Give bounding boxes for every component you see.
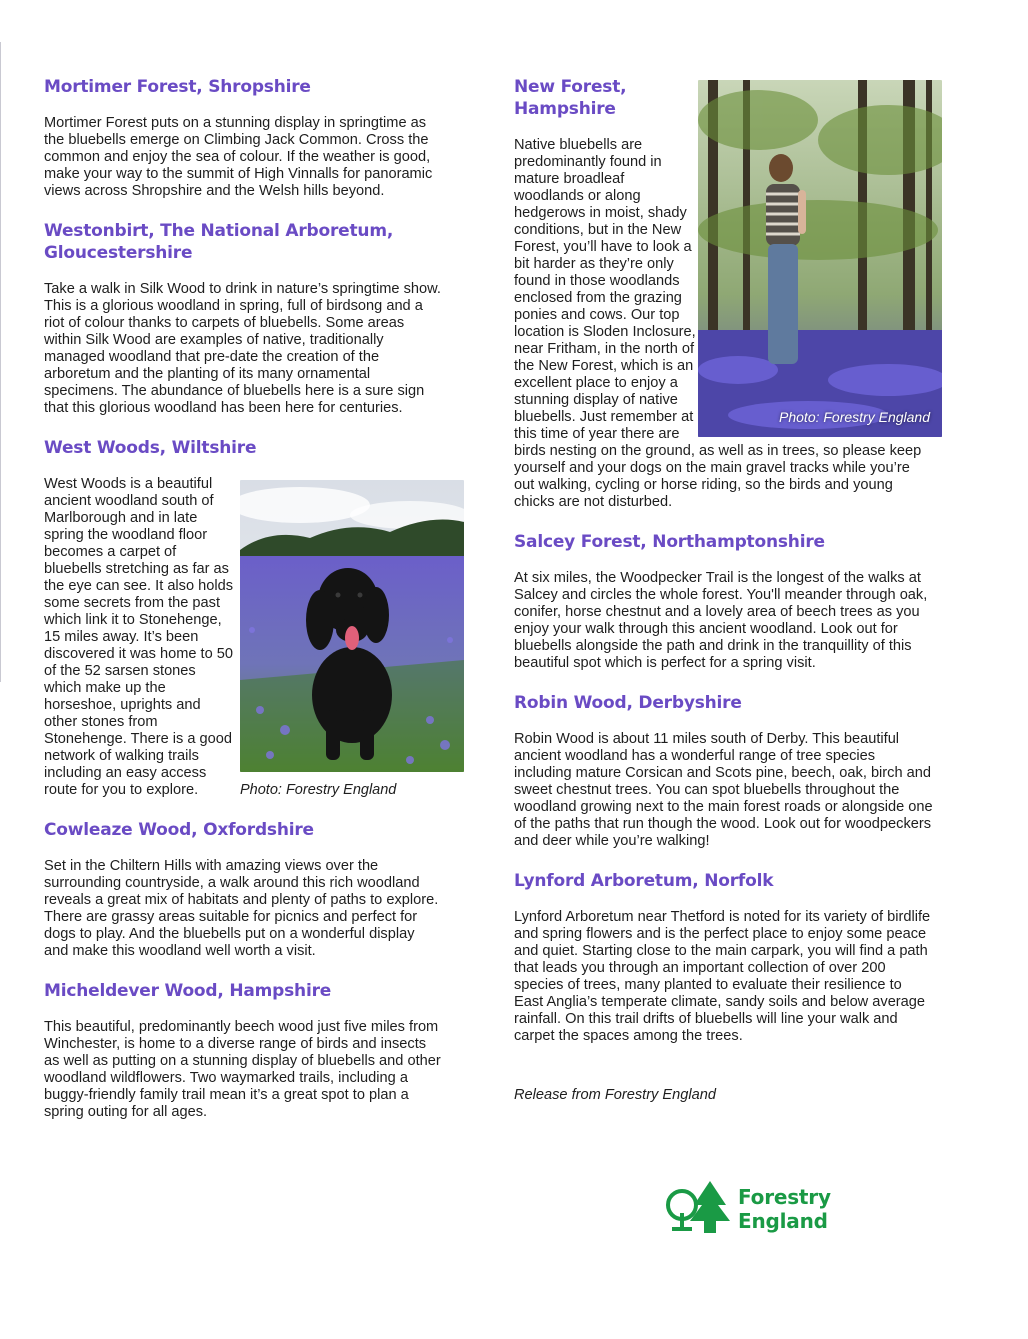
section-body: Set in the Chiltern Hills with amazing views over the surrounding countryside, a walk around this rich woodland reveals a great mix of habitats and plenty of paths to explore. There are grassy areas suitable for picnics and perfect for dogs to play. And the bluebells put on a wonderful display and make this woodland well worth a visit. xyxy=(44,858,439,959)
section-mortimer-forest xyxy=(44,76,442,200)
section-lynford-arboretum xyxy=(514,870,934,1045)
section-heading: Mortimer Forest, Shropshire xyxy=(44,77,311,97)
right-column xyxy=(514,76,934,1103)
new-forest-photo-figure xyxy=(698,80,942,437)
section-body: Robin Wood is about 11 miles south of Derby. This beautiful ancient woodland has a wonderful range of tree species including mature Corsican and Scots pine, beech, oak, birch and sweet chestnut trees. You can spot bluebells throughout the woodland growing next to the main forest roads or alongside one of the paths that run though the wood. Look out for woodpeckers and deer while you’re walking! xyxy=(514,731,933,849)
section-salcey-forest xyxy=(514,531,934,672)
photo-credit-overlay: Photo: Forestry England xyxy=(779,409,930,425)
section-body: This beautiful, predominantly beech wood just five miles from Winchester, is home to a diverse range of birds and insects as well as putting on a stunning display of bluebells and other woodland wildflowers. Two waymarked trails, including a buggy-friendly family trail mean it’s a great spot to plan a spring outing for all ages. xyxy=(44,1019,441,1120)
section-micheldever-wood xyxy=(44,980,442,1121)
dog-photo-figure xyxy=(240,480,464,798)
section-westonbirt xyxy=(44,220,442,417)
photo-caption: Photo: Forestry England xyxy=(240,782,397,798)
section-west-woods xyxy=(44,437,442,819)
section-heading: Robin Wood, Derbyshire xyxy=(514,693,742,713)
section-body: At six miles, the Woodpecker Trail is the longest of the walks at Salcey and circles the whole forest. You'll meander through oak, conifer, horse chestnut and a lovely area of beech trees as you enjoy your walk through this ancient woodland. Look out for bluebells alongside the path and drink in the tranquillity of this beautiful spot which is perfect for a spring visit. xyxy=(514,570,928,671)
section-heading: Lynford Arboretum, Norfolk xyxy=(514,871,774,891)
woman-in-bluebell-woods-photo xyxy=(698,80,942,437)
section-body: Mortimer Forest puts on a stunning display in springtime as the bluebells emerge on Climbing Jack Common. Cross the common and enjoy the sea of colour. If the weather is good, make your way to the summit of High Vinnalls for panoramic views across Shropshire and the Welsh hills beyond. xyxy=(44,115,433,199)
section-robin-wood xyxy=(514,692,934,850)
dog-in-bluebells-photo xyxy=(240,480,464,772)
section-new-forest xyxy=(514,76,934,531)
section-heading: New Forest, Hampshire xyxy=(514,77,627,119)
release-note: Release from Forestry England xyxy=(514,1087,716,1103)
page-edge-line xyxy=(0,42,1,682)
trees-logo-icon xyxy=(664,1179,730,1240)
section-body: Take a walk in Silk Wood to drink in nature’s springtime show. This is a glorious woodland in spring, full of birdsong and a riot of colour thanks to carpets of bluebells. Some areas within Silk Wood are examples of native, traditionally managed woodland that pre-date the creation of the arboretum and the planting of its many ornamental specimens. The abundance of bluebells here is a sure sign that this glorious woodland has been here for centuries. xyxy=(44,281,441,416)
section-heading: Micheldever Wood, Hampshire xyxy=(44,981,332,1001)
logo-text: Forestry England xyxy=(738,1185,831,1233)
section-heading: Cowleaze Wood, Oxfordshire xyxy=(44,820,314,840)
section-heading: Westonbirt, The National Arboretum, Gloucestershire xyxy=(44,221,394,263)
forestry-england-logo xyxy=(664,1180,909,1238)
section-body: Native bluebells are predominantly found in mature broadleaf woodlands or along hedgerows in moist, shady conditions, but in the New Forest, you’ll have to look a bit harder as they’re only found in those woodlands enclosed from the grazing ponies and cows. Our top location is Sloden Inclosure, near Fritham, in the north of the New Forest, which is an excellent place to enjoy a stunning display of native bluebells. Just remember at this time of year there are birds nesting on the ground, as well as in trees, so please keep yourself and your dogs on the main gravel tracks while you’re out walking, cycling or horse riding, so the birds and young chicks are not disturbed. xyxy=(514,137,922,510)
section-heading: Salcey Forest, Northamptonshire xyxy=(514,532,825,552)
section-heading: West Woods, Wiltshire xyxy=(44,438,257,458)
section-body: Lynford Arboretum near Thetford is noted for its variety of birdlife and spring flowers and is the perfect place to enjoy some peace and quiet. Starting close to the main carpark, you will find a path that leads you through an important collection of over 200 species of trees, many planted to evaluate their resilience to East Anglia’s temperate climate, sandy soils and below average rainfall. On this trail drifts of bluebells will line your walk and carpet the spaces among the trees. xyxy=(514,909,931,1044)
section-body: West Woods is a beautiful ancient woodland south of Marlborough and in late spring the woodland floor becomes a carpet of bluebells stretching as far as the eye can see. It also holds some secrets from the past which link it to Stonehenge, 15 miles away. It’s been discovered it was home to 50 of the 52 sarsen stones which make up the horseshoe, uprights and other stones from Stonehenge. There is a good network of walking trails including an easy access route for you to explore. xyxy=(44,476,234,798)
left-column xyxy=(44,76,442,1141)
section-cowleaze-wood xyxy=(44,819,442,960)
